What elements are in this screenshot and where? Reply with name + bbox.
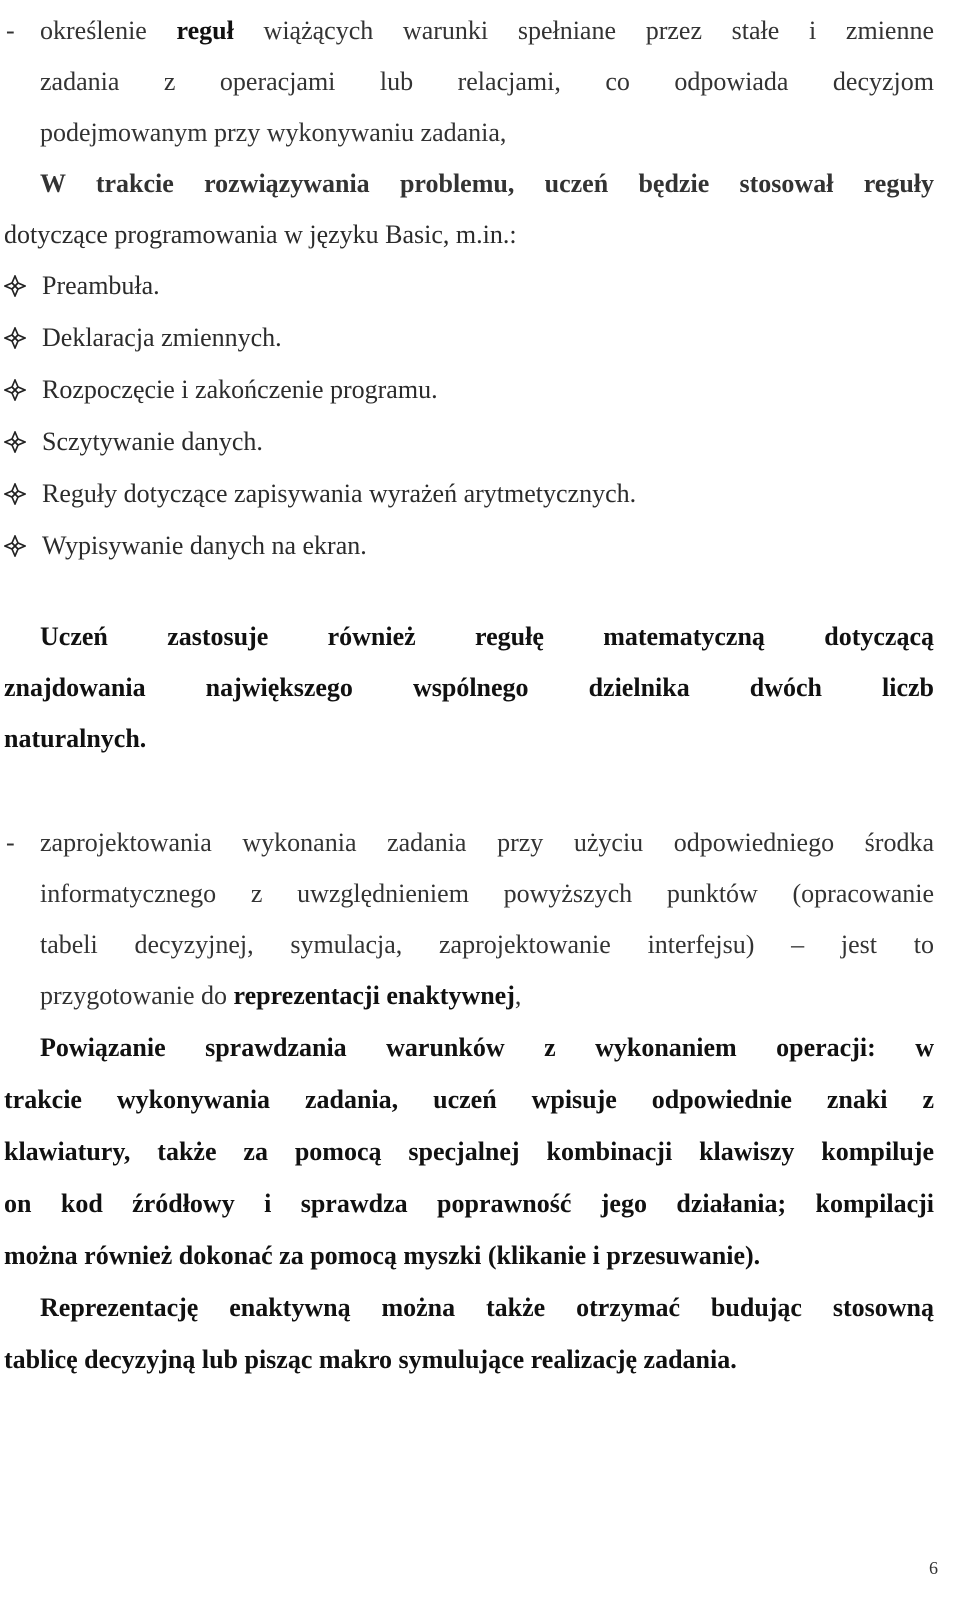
bold-term-rules: reguł [176,16,234,45]
paragraph5-line5: można również dokonać za pomocą myszki (klikanie i przesuwanie). [4,1241,761,1270]
bullet-label: Reguły dotyczące zapisywania wyrażeń arytmetycznych. [42,479,637,508]
paragraph6-line2: tablicę decyzyjną lub pisząc makro symulujące realizację zadania. [4,1345,737,1374]
paragraph5-line4: on kod źródłowy i sprawdza poprawność jego działania; kompilacji [4,1189,934,1218]
dash-marker: - [6,828,15,857]
paragraph2-line2: dotyczące programowania w języku Basic, m.in.: [4,220,517,249]
bullet-item [0,477,960,511]
paragraph1-line3: podejmowanym przy wykonywaniu zadania, [40,118,507,147]
bullet-label: Preambuła. [42,271,160,300]
paragraph3-line3: naturalnych. [4,724,147,753]
text-span: przygotowanie do [40,981,234,1010]
dash-marker: - [6,16,15,45]
paragraph1-line1 [40,14,934,48]
bullet-label: Rozpoczęcie i zakończenie programu. [42,375,438,404]
bullet-item [0,321,960,355]
bullet-label: Wypisywanie danych na ekran. [42,531,367,560]
paragraph4-line4 [40,979,521,1013]
paragraph1-line2: zadania z operacjami lub relacjami, co odpowiada decyzjom [40,67,934,96]
page-number: 6 [929,1558,938,1578]
paragraph6-line1: Reprezentację enaktywną można także otrzymać budując stosowną [40,1293,934,1322]
diamond-bullet-icon [4,535,26,557]
paragraph4-line3: tabeli decyzyjnej, symulacja, zaprojektowanie interfejsu) – jest to [40,930,934,959]
paragraph4-line2: informatycznego z uwzględnieniem powyższych punktów (opracowanie [40,879,934,908]
text-span: wiążących warunki spełniane przez stałe i zmienne [233,16,934,45]
paragraph3-line2: znajdowania największego wspólnego dzielnika dwóch liczb [4,673,934,702]
paragraph3-line1: Uczeń zastosuje również regułę matematyczną dotyczącą [40,622,934,651]
paragraph5-line2: trakcie wykonywania zadania, uczeń wpisuje odpowiednie znaki z [4,1085,934,1114]
paragraph4-line1: zaprojektowania wykonania zadania przy użyciu odpowiedniego środka [40,828,934,857]
bullet-item [0,529,960,563]
paragraph5-line3: klawiatury, także za pomocą specjalnej kombinacji klawiszy kompiluje [4,1137,934,1166]
bullet-label: Sczytywanie danych. [42,427,263,456]
diamond-bullet-icon [4,431,26,453]
bullet-item [0,425,960,459]
diamond-bullet-icon [4,327,26,349]
bullet-item [0,373,960,407]
paragraph5-line1: Powiązanie sprawdzania warunków z wykonaniem operacji: w [40,1033,934,1062]
bullet-item [0,269,960,303]
bold-term-enactive: reprezentacji enaktywnej [233,981,515,1010]
diamond-bullet-icon [4,483,26,505]
bullet-label: Deklaracja zmiennych. [42,323,282,352]
diamond-bullet-icon [4,275,26,297]
diamond-bullet-icon [4,379,26,401]
paragraph2-line1: W trakcie rozwiązywania problemu, uczeń będzie stosował reguły [40,169,934,198]
text-span: , [514,981,522,1010]
text-span: określenie [40,16,177,45]
